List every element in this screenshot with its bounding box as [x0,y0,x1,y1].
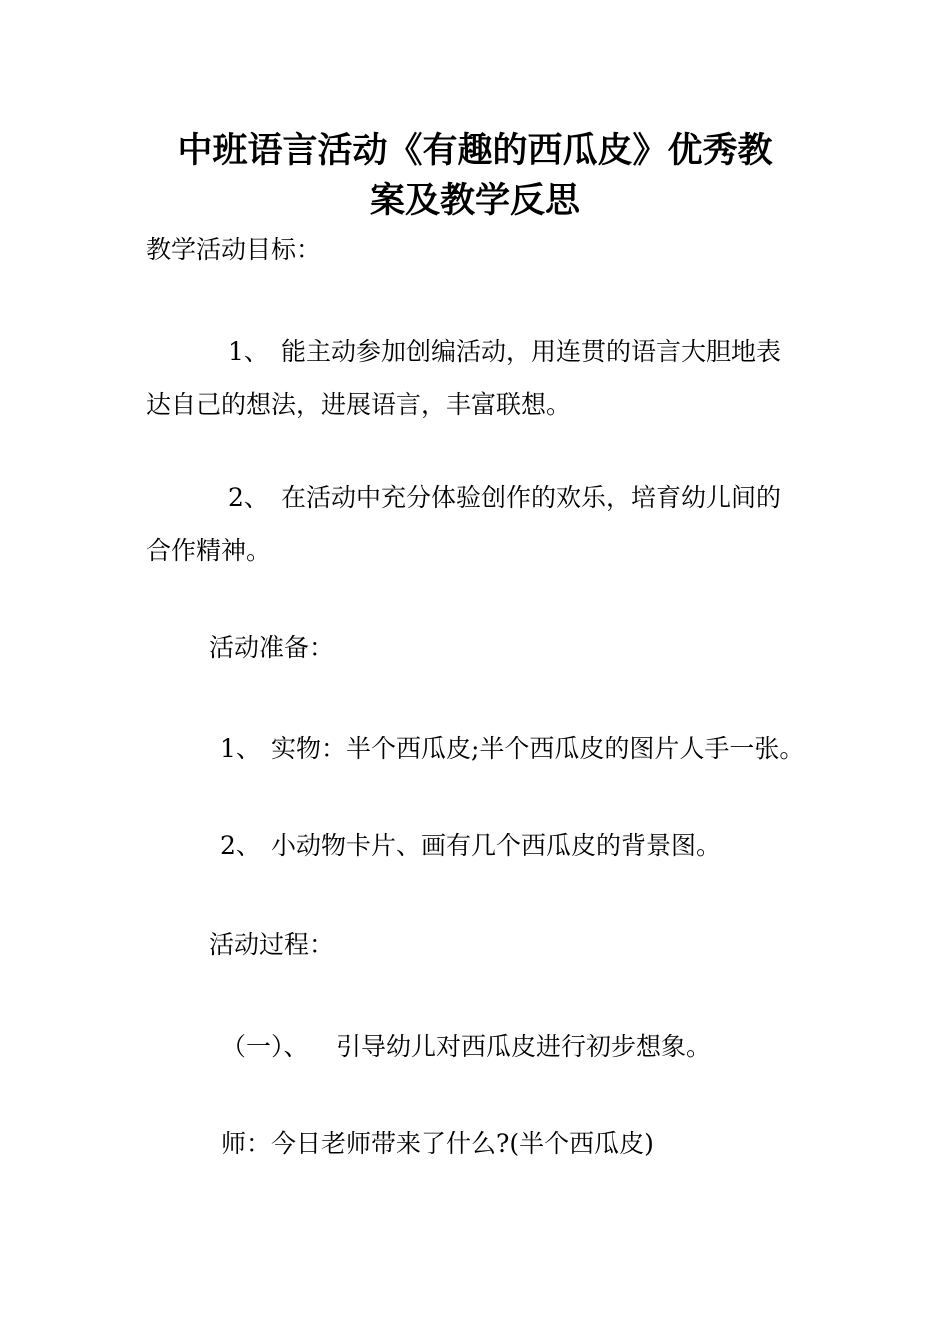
objective-2-line-2: 合作精神。 [146,536,272,565]
step-1-text: 引导幼儿对西瓜皮进行初步想象。 [336,1032,712,1061]
dialogue-line-1: 师：今日老师带来了什么?(半个西瓜皮) [221,1129,654,1158]
objectives-heading: 教学活动目标： [146,235,322,264]
preparation-1-number: 1、 [220,734,261,763]
objective-1-number: 1、 [228,337,269,366]
objective-2-line-1: 在活动中充分体验创作的欢乐，培育幼儿间的 [281,483,782,512]
objective-1-line-2: 达自己的想法，进展语言，丰富联想。 [146,390,572,419]
document-title-line-1: 中班语言活动《有趣的西瓜皮》优秀教 [177,131,773,171]
objective-1-line-1: 能主动参加创编活动，用连贯的语言大胆地表 [281,337,782,366]
document-title-line-2: 案及教学反思 [369,181,580,221]
preparation-2-text: 小动物卡片、画有几个西瓜皮的背景图。 [271,831,722,860]
preparation-1-text: 实物：半个西瓜皮;半个西瓜皮的图片人手一张。 [271,734,805,763]
preparation-heading: 活动准备： [209,633,335,662]
step-1-number: （一）、 [221,1032,309,1061]
preparation-2-number: 2、 [220,831,261,860]
objective-2-number: 2、 [228,483,269,512]
process-heading: 活动过程： [209,930,335,959]
